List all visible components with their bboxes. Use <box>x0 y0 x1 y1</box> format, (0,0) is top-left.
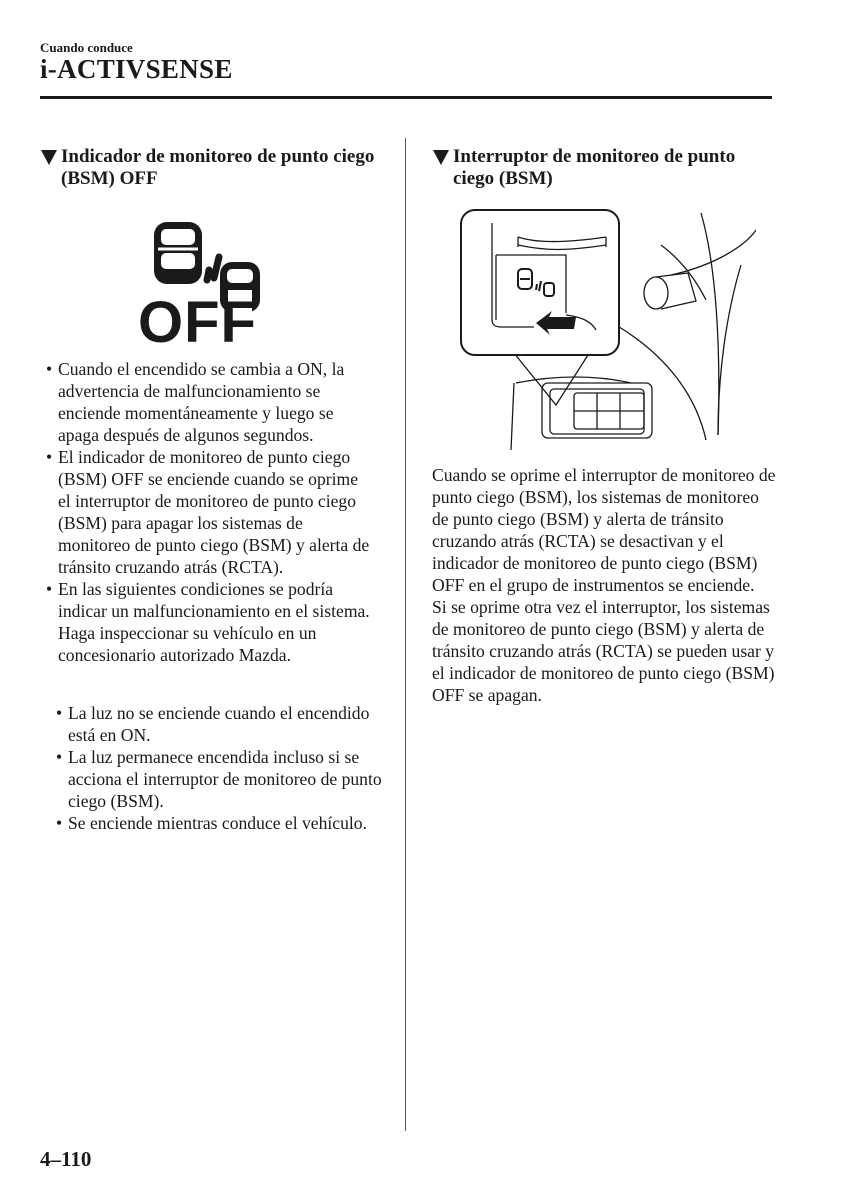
section-label: Cuando conduce <box>40 40 133 55</box>
right-body <box>432 464 777 706</box>
title-rule <box>40 96 772 99</box>
column-divider <box>405 138 406 1131</box>
list-item: • La luz no se enciende cuando el encendido está en ON. <box>56 703 370 745</box>
left-sub-bullet-list <box>54 702 384 834</box>
list-item: • En las siguientes condiciones se podría indicar un malfuncionamiento en el sistema. Haga inspeccionar su vehículo en un concesionario autorizado Mazda. <box>46 579 370 665</box>
triangle-down-icon <box>432 148 450 166</box>
right-heading <box>432 146 777 190</box>
bsm-switch-illustration <box>456 205 756 455</box>
triangle-down-icon <box>40 148 58 166</box>
bsm-off-indicator-icon <box>138 218 288 348</box>
page-number: 4–110 <box>40 1147 92 1171</box>
left-bullet-list <box>44 358 374 666</box>
list-item: • Cuando el encendido se cambia a ON, la advertencia de malfuncionamiento se enciende momentáneamente y luego se apaga después de algunos segundos. <box>46 359 345 445</box>
list-item: • El indicador de monitoreo de punto ciego (BSM) OFF se enciende cuando se oprime el interruptor de monitoreo de punto ciego (BSM) para apagar los sistemas de monitoreo de punto ciego (BSM) y alerta de tránsito cruzando atrás (RCTA). <box>46 447 370 577</box>
list-item: • La luz permanece encendida incluso si se acciona el interruptor de monitoreo de punto ciego (BSM). <box>56 747 382 811</box>
page-title: i-ACTIVSENSE <box>40 54 233 84</box>
left-heading <box>40 146 380 190</box>
indicator-off-label: OFF <box>138 290 257 348</box>
list-item: • Se enciende mientras conduce el vehículo. <box>56 813 367 833</box>
right-paragraph: Cuando se oprime el interruptor de monitoreo de punto ciego (BSM), los sistemas de monitoreo de punto ciego (BSM) y alerta de tránsito cruzando atrás (RCTA) se desactivan y el indicador de monitoreo de punto ciego (BSM) OFF en el grupo de instrumentos se enciende. <box>432 465 776 595</box>
left-heading-text: Indicador de monitoreo de punto ciego (BSM) OFF <box>61 146 375 189</box>
right-paragraph: Si se oprime otra vez el interruptor, los sistemas de monitoreo de punto ciego (BSM) y alerta de tránsito cruzando atrás (RCTA) se pueden usar y el indicador de monitoreo de punto ciego (BSM) OFF se apagan. <box>432 597 775 705</box>
right-heading-text: Interruptor de monitoreo de punto ciego (BSM) <box>453 146 736 189</box>
